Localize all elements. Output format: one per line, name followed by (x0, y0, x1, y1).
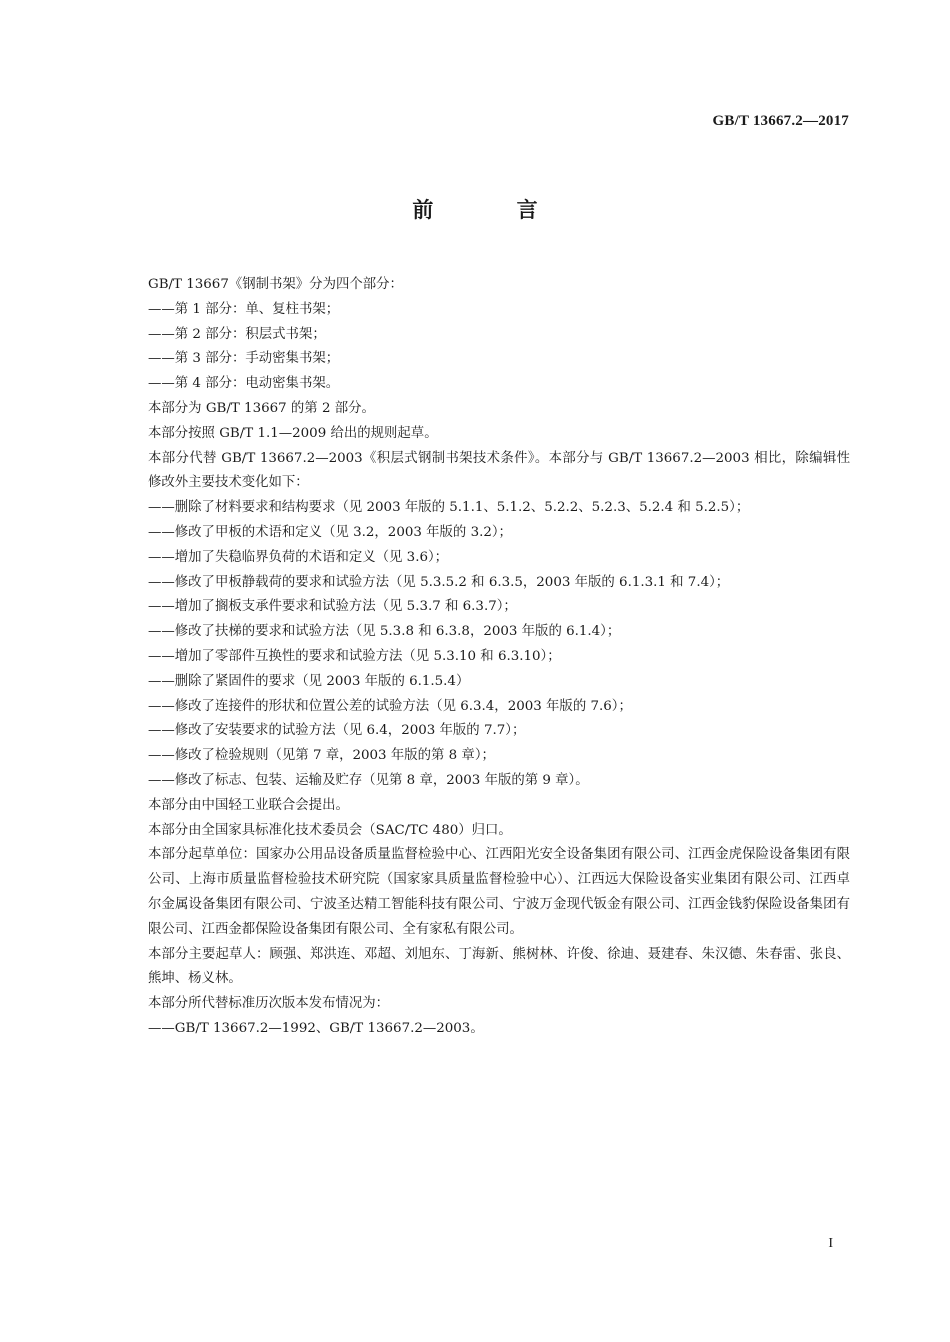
paragraph: 本部分所代替标准历次版本发布情况为： (148, 996, 390, 1012)
paragraph: ——GB/T 13667.2—1992、GB/T 13667.2—2003。 (148, 1020, 484, 1036)
body-text (114, 273, 850, 1042)
paragraph: ——第 3 部分：手动密集书架； (148, 351, 340, 367)
paragraph: ——修改了扶梯的要求和试验方法（见 5.3.8 和 6.3.8，2003 年版的 6.1.4）； (148, 624, 621, 640)
page-number: I (828, 1236, 833, 1251)
paragraph: 本部分代替 GB/T 13667.2—2003《积层式钢制书架技术条件》。本部分与 GB/T 13667.2—2003 相比，除编辑性修改外主要技术变化如下： (148, 450, 850, 491)
paragraph: ——第 4 部分：电动密集书架。 (148, 376, 340, 392)
paragraph: ——增加了失稳临界负荷的术语和定义（见 3.6）； (148, 549, 449, 565)
paragraph: ——修改了安装要求的试验方法（见 6.4，2003 年版的 7.7）； (148, 723, 526, 739)
paragraph: ——修改了甲板静载荷的要求和试验方法（见 5.3.5.2 和 6.3.5，2003 年版的 6.1.3.1 和 7.4）； (148, 574, 730, 590)
paragraph: ——修改了甲板的术语和定义（见 3.2，2003 年版的 3.2）； (148, 524, 512, 540)
paragraph: ——增加了零部件互换性的要求和试验方法（见 5.3.10 和 6.3.10）； (148, 648, 561, 664)
paragraph: ——删除了紧固件的要求（见 2003 年版的 6.1.5.4） (148, 673, 470, 689)
paragraph: ——修改了连接件的形状和位置公差的试验方法（见 6.3.4，2003 年版的 7.6）； (148, 698, 632, 714)
paragraph: ——修改了检验规则（见第 7 章，2003 年版的第 8 章）； (148, 748, 495, 764)
page-title: 前 言 (412, 198, 576, 222)
paragraph: 本部分主要起草人：顾强、郑洪连、邓超、刘旭东、丁海新、熊树林、许俊、徐迪、聂建春、朱汉德、朱春雷、张良、熊坤、杨义林。 (148, 946, 850, 987)
standard-code: GB/T 13667.2—2017 (712, 113, 849, 129)
paragraph: ——修改了标志、包装、运输及贮存（见第 8 章，2003 年版的第 9 章）。 (148, 772, 589, 788)
paragraph: ——第 2 部分：积层式书架； (148, 326, 326, 342)
paragraph: ——删除了材料要求和结构要求（见 2003 年版的 5.1.1、5.1.2、5.2.2、5.2.3、5.2.4 和 5.2.5）； (148, 500, 750, 516)
paragraph: 本部分为 GB/T 13667 的第 2 部分。 (148, 400, 375, 416)
paragraph: ——第 1 部分：单、复柱书架； (148, 301, 340, 317)
paragraph: 本部分由全国家具标准化技术委员会（SAC/TC 480）归口。 (148, 822, 512, 838)
paragraph: 本部分由中国轻工业联合会提出。 (148, 797, 349, 813)
paragraph: GB/T 13667《钢制书架》分为四个部分： (148, 277, 403, 292)
paragraph: 本部分起草单位：国家办公用品设备质量监督检验中心、江西阳光安全设备集团有限公司、江西金虎保险设备集团有限公司、上海市质量监督检验技术研究院（国家家具质量监督检验中心）、江西远大保险设备实业集团有限公司、江西卓尔金属设备集团有限公司、宁波圣达精工智能科技有限公司、宁波万金现代钣金有限公司、江西金钱豹保险设备集团有限公司、江西金都保险设备集团有限公司、全有家私有限公司。 (148, 847, 850, 937)
paragraph: 本部分按照 GB/T 1.1—2009 给出的规则起草。 (148, 425, 438, 441)
paragraph: ——增加了搁板支承件要求和试验方法（见 5.3.7 和 6.3.7）； (148, 599, 517, 615)
